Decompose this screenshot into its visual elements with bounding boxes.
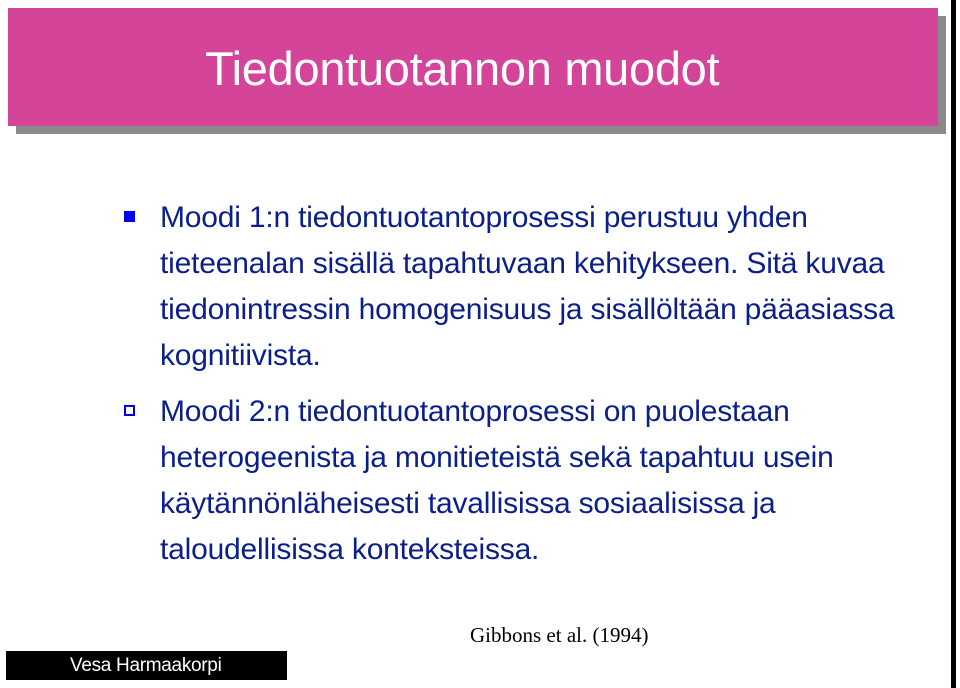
bullet-moodi-2: Moodi 2:n tiedontuotantoprosessi on puolestaan heterogeenista ja monitieteistä sekä tapahtuu usein käytännönläheisesti tavallisissa sosiaalisissa ja taloudellisissa konteksteissa.: [160, 395, 834, 566]
slide-title: Tiedontuotannon muodot: [205, 42, 720, 95]
filled-square-bullet-icon: [124, 211, 135, 222]
bullet-moodi-1: Moodi 1:n tiedontuotantoprosessi perustuu yhden tieteenalan sisällä tapahtuvaan kehitykseen. Sitä kuvaa tiedonintressin homogenisuus ja sisällöltään pääasiassa kognitiivista.: [160, 201, 895, 372]
slide-right-border: [951, 0, 956, 688]
citation: Gibbons et al. (1994): [470, 623, 649, 647]
outlined-square-bullet-icon: [124, 405, 135, 416]
author-name: Vesa Harmaakorpi: [70, 655, 222, 676]
author-footer: [6, 651, 287, 680]
